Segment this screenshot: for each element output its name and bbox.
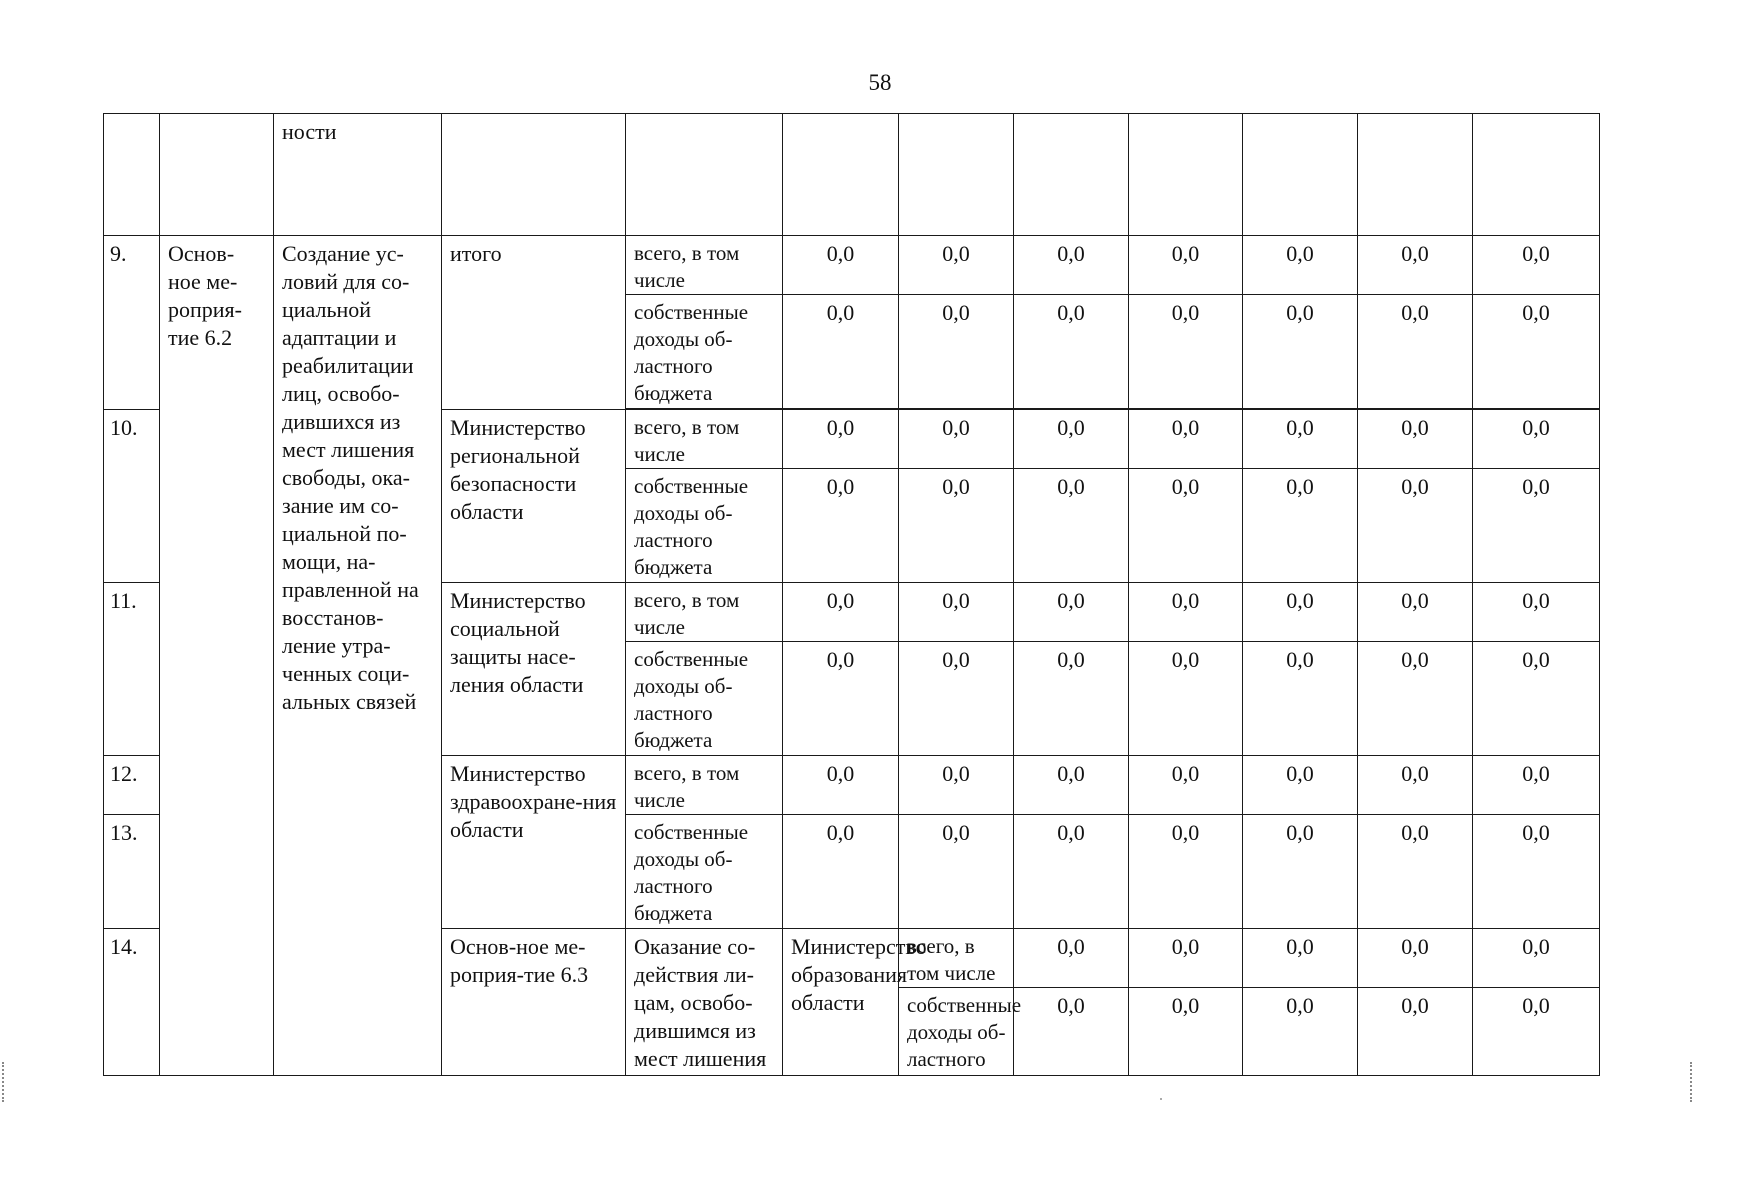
row-number: 11.	[104, 583, 160, 756]
value-cell: 0,0	[1473, 988, 1600, 1076]
value-cell: 0,0	[899, 815, 1014, 929]
executor-cell	[442, 114, 626, 236]
executor-name: Министерство региональной безопасности области	[442, 410, 626, 583]
budget-table	[103, 113, 1600, 1076]
funding-kind: всего, в том числе	[899, 929, 1014, 988]
activity-cell	[160, 114, 274, 236]
value-cell: 0,0	[1473, 929, 1600, 988]
value-cell: 0,0	[1243, 756, 1358, 815]
activity-description: Создание ус-ловий для со-циальной адаптации и реабилитации лиц, освобо-дившихся из мест лишения свободы, ока-зание им со-циальной по-мощи, на-правленной на восстанов-ление утра-ченных соци-альных связей	[274, 236, 442, 1076]
value-cell: 0,0	[1014, 236, 1129, 295]
value-cell: 0,0	[1014, 410, 1129, 469]
scan-speck	[1160, 1098, 1162, 1100]
value-cell: 0,0	[1358, 642, 1473, 756]
value-cell: 0,0	[1014, 929, 1129, 988]
value-cell: 0,0	[1243, 642, 1358, 756]
value-cell: 0,0	[1358, 236, 1473, 295]
value-cell: 0,0	[1473, 583, 1600, 642]
value-cell: 0,0	[899, 756, 1014, 815]
value-cell: 0,0	[1358, 295, 1473, 409]
table-row	[104, 236, 1600, 295]
funding-kind: собственные доходы об-ластного бюджета	[626, 295, 783, 409]
activity-description: Оказание со-действия ли-цам, освобо-дившимся из мест лишения	[626, 929, 783, 1076]
value-cell: 0,0	[1473, 295, 1600, 409]
funding-kind: собственные доходы об-ластного	[899, 988, 1014, 1076]
funding-kind: собственные доходы об-ластного бюджета	[626, 642, 783, 756]
value-cell: 0,0	[1129, 929, 1243, 988]
value-cell: 0,0	[783, 642, 899, 756]
funding-kind: всего, в том числе	[626, 583, 783, 642]
value-cell: 0,0	[783, 295, 899, 409]
value-cell: 0,0	[1358, 929, 1473, 988]
value-cell: 0,0	[1243, 295, 1358, 409]
value-cell: 0,0	[899, 295, 1014, 409]
value-cell: 0,0	[1014, 583, 1129, 642]
value-cell: 0,0	[1129, 583, 1243, 642]
value-cell: 0,0	[1243, 988, 1358, 1076]
row-number: 10.	[104, 410, 160, 583]
kind-cell	[626, 114, 783, 236]
value-cell: 0,0	[1243, 583, 1358, 642]
value-cell	[1014, 114, 1129, 236]
value-cell: 0,0	[1014, 642, 1129, 756]
value-cell: 0,0	[1014, 815, 1129, 929]
value-cell: 0,0	[1358, 815, 1473, 929]
funding-kind: собственные доходы об-ластного бюджета	[626, 469, 783, 583]
activity-label: Основ-ное ме-роприя-тие 6.2	[160, 236, 274, 1076]
value-cell: 0,0	[1243, 929, 1358, 988]
value-cell: 0,0	[1358, 756, 1473, 815]
value-cell: 0,0	[899, 236, 1014, 295]
value-cell: 0,0	[1129, 295, 1243, 409]
value-cell: 0,0	[1358, 583, 1473, 642]
value-cell: 0,0	[899, 410, 1014, 469]
value-cell: 0,0	[1129, 410, 1243, 469]
value-cell: 0,0	[783, 815, 899, 929]
value-cell: 0,0	[1358, 410, 1473, 469]
value-cell: 0,0	[1014, 988, 1129, 1076]
value-cell: 0,0	[783, 469, 899, 583]
value-cell: 0,0	[1243, 410, 1358, 469]
value-cell: 0,0	[783, 236, 899, 295]
activity-label: Основ-ное ме-роприя-тие 6.3	[442, 929, 626, 1076]
value-cell: 0,0	[783, 756, 899, 815]
continuation-row	[104, 114, 1600, 236]
value-cell: 0,0	[1129, 236, 1243, 295]
funding-kind: всего, в том числе	[626, 756, 783, 815]
row-number: 12.	[104, 756, 160, 815]
value-cell: 0,0	[1129, 815, 1243, 929]
executor-name: итого	[442, 236, 626, 410]
value-cell: 0,0	[1129, 756, 1243, 815]
value-cell	[1358, 114, 1473, 236]
executor-name: Министерство здравоохране-ния области	[442, 756, 626, 929]
value-cell	[1129, 114, 1243, 236]
value-cell: 0,0	[1129, 469, 1243, 583]
value-cell	[899, 114, 1014, 236]
value-cell	[783, 114, 899, 236]
value-cell: 0,0	[899, 583, 1014, 642]
value-cell: 0,0	[1129, 642, 1243, 756]
executor-name: Министерство социальной защиты насе-ления области	[442, 583, 626, 756]
row-number: 9.	[104, 236, 160, 410]
value-cell: 0,0	[783, 410, 899, 469]
funding-kind: всего, в том числе	[626, 236, 783, 295]
value-cell: 0,0	[1473, 642, 1600, 756]
value-cell: 0,0	[1473, 236, 1600, 295]
executor-name: Министерство образования области	[783, 929, 899, 1076]
row-number: 13.	[104, 815, 160, 929]
value-cell: 0,0	[1014, 295, 1129, 409]
value-cell: 0,0	[1129, 988, 1243, 1076]
value-cell: 0,0	[1473, 756, 1600, 815]
funding-kind: всего, в том числе	[626, 410, 783, 469]
page-number: 58	[868, 70, 892, 95]
value-cell: 0,0	[783, 583, 899, 642]
row-number: 14.	[104, 929, 160, 1076]
value-cell: 0,0	[1473, 815, 1600, 929]
scan-margin-mark	[2, 1062, 6, 1102]
value-cell: 0,0	[1473, 410, 1600, 469]
value-cell: 0,0	[1358, 988, 1473, 1076]
value-cell: 0,0	[1358, 469, 1473, 583]
scan-margin-mark	[1690, 1062, 1694, 1102]
value-cell: 0,0	[899, 469, 1014, 583]
value-cell: 0,0	[1014, 756, 1129, 815]
value-cell	[1243, 114, 1358, 236]
funding-kind: собственные доходы об-ластного бюджета	[626, 815, 783, 929]
description-cell: ности	[274, 114, 442, 236]
value-cell: 0,0	[1243, 469, 1358, 583]
value-cell: 0,0	[1243, 236, 1358, 295]
value-cell: 0,0	[1014, 469, 1129, 583]
value-cell: 0,0	[899, 642, 1014, 756]
rownum-cell	[104, 114, 160, 236]
value-cell: 0,0	[1243, 815, 1358, 929]
value-cell	[1473, 114, 1600, 236]
value-cell: 0,0	[1473, 469, 1600, 583]
